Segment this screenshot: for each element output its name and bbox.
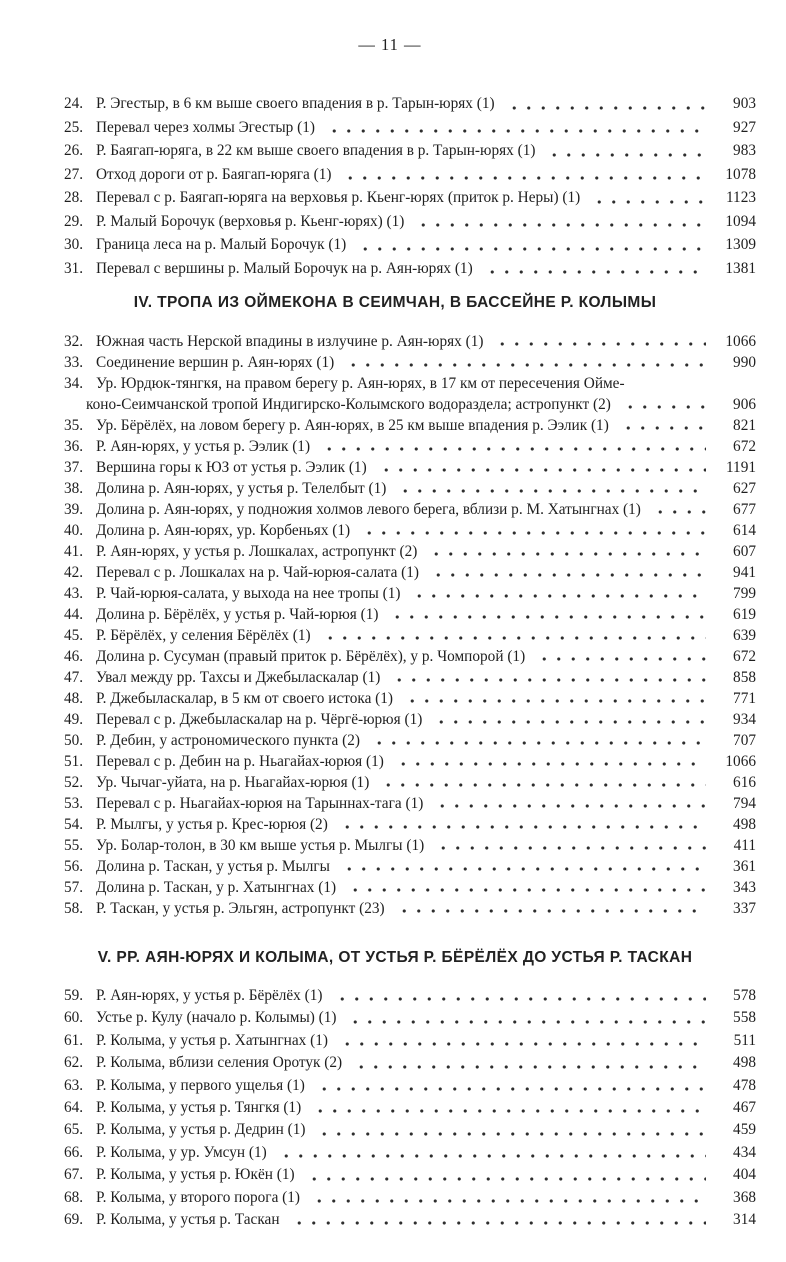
- entry-number: 63.: [64, 1076, 84, 1094]
- dot-leader: [433, 793, 706, 814]
- dot-leader: [619, 415, 706, 436]
- elevation-value: 1309: [725, 236, 756, 253]
- entry-number: 69.: [64, 1211, 84, 1229]
- entry-number: 61.: [64, 1031, 84, 1049]
- dot-leader: [434, 835, 706, 856]
- dot-leader: [410, 583, 706, 604]
- entry-number: 45.: [64, 627, 84, 644]
- entry-number: 47.: [64, 669, 84, 686]
- dot-leader: [403, 688, 706, 709]
- entry-number: 53.: [64, 795, 84, 812]
- elevation-value: 619: [733, 606, 756, 623]
- elevation-value: 578: [733, 987, 756, 1004]
- dot-leader: [321, 625, 706, 646]
- elevation-value: 434: [733, 1143, 756, 1161]
- entry-text: Перевал с р. Ньагайах-юрюя на Тарыннах-тага (1): [96, 795, 424, 812]
- dot-leader: [429, 562, 706, 583]
- toc-entry: [64, 985, 756, 1007]
- entry-number: 36.: [64, 438, 84, 455]
- dot-leader: [396, 478, 706, 499]
- elevation-value: 821: [733, 417, 756, 434]
- entry-text: Соединение вершин р. Аян-юрях (1): [96, 354, 335, 371]
- entry-number: 28.: [64, 189, 84, 206]
- elevation-value: 1191: [725, 459, 756, 476]
- toc-entry: [64, 1187, 756, 1209]
- entry-text: Увал между рр. Тахсы и Джебыласкалар (1): [96, 669, 381, 686]
- dot-leader: [505, 92, 706, 116]
- elevation-value: 672: [733, 648, 756, 665]
- entry-text: Южная часть Нерской впадины в излучине р. Аян-юрях (1): [96, 333, 484, 350]
- entry-text: Перевал с р. Джебыласкалар на р. Чёргё-юрюя (1): [96, 711, 423, 728]
- elevation-value: 1381: [725, 259, 756, 277]
- dot-leader: [427, 541, 706, 562]
- dot-leader: [290, 1209, 706, 1231]
- entry-text: Р. Колыма, вблизи селения Оротук (2): [96, 1054, 343, 1072]
- elevation-value: 467: [733, 1099, 756, 1117]
- entry-number: 62.: [64, 1054, 84, 1072]
- entry-text: Долина р. Бёрёлёх, у устья р. Чай-юрюя (1): [96, 606, 379, 623]
- entry-text: Ур. Бёрёлёх, на ловом берегу р. Аян-юрях, в 25 км выше впадения р. Ээлик (1): [96, 417, 609, 434]
- toc-entry: [64, 92, 756, 116]
- dot-leader: [590, 186, 706, 210]
- toc-entry-continuation: [64, 394, 756, 415]
- entry-text: Р. Бёрёлёх, у селения Бёрёлёх (1): [96, 627, 311, 644]
- dot-leader: [346, 1007, 706, 1029]
- entry-number: 39.: [64, 501, 84, 518]
- elevation-value: 639: [733, 627, 756, 644]
- entry-number: 66.: [64, 1143, 84, 1161]
- entry-text: Перевал с р. Дебин на р. Ньагайах-юрюя (1): [96, 753, 384, 770]
- entry-text: Р. Колыма, у устья р. Дедрин (1): [96, 1121, 306, 1139]
- entry-number: 56.: [64, 858, 84, 875]
- elevation-value: 990: [733, 354, 756, 371]
- entry-text: Долина р. Аян-юрях, ур. Корбеньях (1): [96, 522, 351, 539]
- toc-entry: [64, 116, 756, 140]
- toc-entry: [64, 1164, 756, 1186]
- elevation-value: 337: [733, 900, 756, 917]
- dot-leader: [310, 1187, 706, 1209]
- elevation-value: 903: [733, 95, 756, 112]
- entry-text: Р. Чай-юрюя-салата, у выхода на нее тропы (1): [96, 585, 401, 602]
- dot-leader: [377, 457, 706, 478]
- toc-entry: [64, 583, 756, 604]
- toc-entry: [64, 163, 756, 187]
- toc-entry: [64, 233, 756, 257]
- elevation-value: 511: [733, 1031, 756, 1049]
- dot-leader: [315, 1075, 706, 1097]
- entry-number: 27.: [64, 165, 84, 183]
- dot-leader: [340, 856, 706, 877]
- elevation-value: 1123: [725, 189, 756, 206]
- entry-text: Долина р. Таскан, у устья р. Мылгы: [96, 858, 330, 875]
- entry-number: 32.: [64, 333, 84, 350]
- entry-number: 34.: [64, 375, 84, 392]
- entry-number: 37.: [64, 459, 84, 476]
- dot-leader: [360, 520, 706, 541]
- dot-leader: [325, 116, 706, 140]
- toc-entry: [64, 520, 756, 541]
- entry-number: 57.: [64, 879, 84, 896]
- entry-text: Долина р. Аян-юрях, у подножия холмов левого берега, вблизи р. М. Хатынгнах (1): [96, 501, 641, 518]
- dot-leader: [333, 985, 707, 1007]
- elevation-value: 799: [733, 585, 756, 602]
- toc-entry: [64, 436, 756, 457]
- elevation-value: 343: [733, 879, 756, 896]
- toc-entry: [64, 688, 756, 709]
- dot-leader: [545, 139, 706, 163]
- entry-text: Р. Колыма, у ур. Умсун (1): [96, 1143, 267, 1161]
- toc-entry: [64, 856, 756, 877]
- entry-number: 41.: [64, 543, 84, 560]
- toc-entry: [64, 898, 756, 919]
- dot-leader: [338, 1030, 706, 1052]
- entry-number: 51.: [64, 753, 84, 770]
- entry-text: коно-Сеимчанской тропой Индигирско-Колымского водораздела; астропункт (2): [86, 396, 611, 413]
- toc-entry: [64, 1097, 756, 1119]
- section-heading: IV. ТРОПА ИЗ ОЙМЕКОНА В СЕИМЧАН, В БАССЕЙНЕ Р. КОЛЫМЫ: [133, 294, 657, 311]
- toc-entry: [64, 1007, 756, 1029]
- entry-number: 67.: [64, 1166, 84, 1184]
- entry-number: 52.: [64, 774, 84, 791]
- entry-number: 26.: [64, 142, 84, 159]
- entry-text: Р. Колыма, у устья р. Юкён (1): [96, 1166, 295, 1184]
- entry-text: Долина р. Аян-юрях, у устья р. Телелбыт (1): [96, 480, 387, 497]
- elevation-value: 368: [733, 1188, 756, 1206]
- dot-leader: [388, 604, 706, 625]
- entry-text: Р. Эгестыр, в 6 км выше своего впадения в р. Тарын-юрях (1): [96, 95, 495, 112]
- entry-number: 30.: [64, 236, 84, 253]
- toc-entry: [64, 210, 756, 234]
- entry-number: 55.: [64, 837, 84, 854]
- entry-number: 60.: [64, 1009, 84, 1027]
- section: [64, 92, 756, 280]
- toc-entry: [64, 331, 756, 352]
- toc-entry: [64, 352, 756, 373]
- toc-entry: [64, 373, 756, 394]
- dot-leader: [277, 1142, 706, 1164]
- entry-text: Перевал с р. Лошкалах на р. Чай-юрюя-салата (1): [96, 564, 420, 581]
- toc-entry: [64, 751, 756, 772]
- page-number: — 11 —: [358, 35, 422, 54]
- entry-text: Р. Колыма, у устья р. Таскан: [96, 1211, 280, 1229]
- elevation-value: 707: [733, 732, 756, 749]
- section: [64, 292, 756, 919]
- entry-number: 58.: [64, 900, 84, 917]
- elevation-value: 1066: [725, 753, 756, 770]
- dot-leader: [414, 210, 706, 234]
- toc-entry: [64, 1142, 756, 1164]
- entry-text: Граница леса на р. Малый Борочук (1): [96, 236, 347, 253]
- elevation-value: 1066: [725, 333, 756, 350]
- toc-entry: [64, 877, 756, 898]
- dot-leader: [338, 814, 706, 835]
- entry-text: Долина р. Таскан, у р. Хатынгнах (1): [96, 879, 337, 896]
- toc-entry: [64, 646, 756, 667]
- entry-number: 49.: [64, 711, 84, 728]
- entry-number: 42.: [64, 564, 84, 581]
- entry-number: 35.: [64, 417, 84, 434]
- entry-text: Р. Колыма, у устья р. Тянгкя (1): [96, 1099, 302, 1117]
- toc-entry: [64, 793, 756, 814]
- entry-text: Р. Баягап-юряга, в 22 км выше своего впадения в р. Тарын-юрях (1): [96, 142, 536, 159]
- entry-number: 33.: [64, 354, 84, 371]
- entry-text: Перевал с р. Баягап-юряга на верховья р. Кьенг-юрях (приток р. Неры) (1): [96, 189, 581, 206]
- elevation-value: 616: [733, 774, 756, 791]
- elevation-value: 794: [733, 795, 756, 812]
- entry-text: Р. Аян-юрях, у устья р. Бёрёлёх (1): [96, 987, 323, 1004]
- elevation-value: 459: [733, 1121, 756, 1139]
- toc-entry: [64, 1209, 756, 1231]
- toc-entry: [64, 709, 756, 730]
- entry-text: Р. Джебыласкалар, в 5 км от своего истока (1): [96, 690, 394, 707]
- entry-text: Перевал с вершины р. Малый Борочук на р. Аян-юрях (1): [96, 259, 473, 277]
- elevation-value: 983: [733, 142, 756, 159]
- entry-number: 48.: [64, 690, 84, 707]
- dot-leader: [483, 257, 706, 281]
- toc-entry: [64, 772, 756, 793]
- entry-number: 50.: [64, 732, 84, 749]
- entry-text: Отход дороги от р. Баягап-юряга (1): [96, 165, 332, 183]
- elevation-value: 927: [733, 118, 756, 136]
- toc-entry: [64, 541, 756, 562]
- dot-leader: [352, 1052, 706, 1074]
- dot-leader: [356, 233, 706, 257]
- entry-text: Р. Аян-юрях, у устья р. Лошкалах, астропункт (2): [96, 543, 418, 560]
- entry-text: Р. Колыма, у второго порога (1): [96, 1188, 301, 1206]
- elevation-value: 934: [733, 711, 756, 728]
- entry-number: 40.: [64, 522, 84, 539]
- dot-leader: [305, 1164, 706, 1186]
- entry-text: Р. Аян-юрях, у устья р. Ээлик (1): [96, 438, 311, 455]
- entry-text: Вершина горы к ЮЗ от устья р. Ээлик (1): [96, 459, 367, 476]
- toc-entry: [64, 186, 756, 210]
- dot-leader: [493, 331, 706, 352]
- toc-entry: [64, 139, 756, 163]
- toc-entry: [64, 257, 756, 281]
- dot-leader: [344, 352, 706, 373]
- dot-leader: [315, 1119, 706, 1141]
- elevation-value: 478: [733, 1076, 756, 1094]
- toc-entry: [64, 835, 756, 856]
- elevation-value: 771: [733, 690, 756, 707]
- entry-text: Долина р. Сусуман (правый приток р. Бёрёлёх), у р. Чомпорой (1): [96, 648, 526, 665]
- elevation-value: 607: [733, 543, 756, 560]
- elevation-value: 314: [733, 1211, 756, 1229]
- toc-entry: [64, 415, 756, 436]
- entry-number: 65.: [64, 1121, 84, 1139]
- entry-number: 59.: [64, 987, 84, 1004]
- elevation-value: 498: [733, 1054, 756, 1072]
- elevation-value: 941: [733, 564, 756, 581]
- toc-entry: [64, 1075, 756, 1097]
- toc-entry: [64, 562, 756, 583]
- elevation-value: 361: [733, 858, 756, 875]
- dot-leader: [432, 709, 706, 730]
- toc-entry: [64, 1030, 756, 1052]
- elevation-value: 558: [733, 1009, 756, 1027]
- entry-number: 54.: [64, 816, 84, 833]
- dot-leader: [320, 436, 706, 457]
- dot-leader: [311, 1097, 706, 1119]
- dot-leader: [390, 667, 706, 688]
- entry-number: 31.: [64, 259, 84, 277]
- toc-entry: [64, 457, 756, 478]
- entry-text: Ур. Чычаг-уйата, на р. Ньагайах-юрюя (1): [96, 774, 370, 791]
- entry-text: Р. Мылгы, у устья р. Крес-юрюя (2): [96, 816, 328, 833]
- dot-leader: [535, 646, 706, 667]
- entry-number: 43.: [64, 585, 84, 602]
- elevation-value: 858: [733, 669, 756, 686]
- dot-leader: [651, 499, 706, 520]
- entry-text: Р. Малый Борочук (верховья р. Кьенг-юрях) (1): [96, 212, 405, 230]
- dot-leader: [370, 730, 706, 751]
- entry-text: Ур. Юрдюк-тянгкя, на правом берегу р. Аян-юрях, в 17 км от пересечения Ойме-: [96, 375, 625, 392]
- dot-leader: [394, 751, 706, 772]
- entry-number: 24.: [64, 95, 84, 112]
- entry-number: 29.: [64, 212, 84, 230]
- dot-leader: [346, 877, 706, 898]
- elevation-value: 672: [733, 438, 756, 455]
- entry-number: 64.: [64, 1099, 84, 1117]
- elevation-value: 627: [733, 480, 756, 497]
- elevation-value: 614: [733, 522, 756, 539]
- dot-leader: [379, 772, 706, 793]
- toc-entry: [64, 499, 756, 520]
- entry-text: Устье р. Кулу (начало р. Колымы) (1): [96, 1009, 337, 1027]
- entry-number: 68.: [64, 1188, 84, 1206]
- toc-entry: [64, 1052, 756, 1074]
- elevation-value: 906: [733, 396, 756, 413]
- toc-entry: [64, 625, 756, 646]
- dot-leader: [341, 163, 706, 187]
- entry-text: Р. Дебин, у астрономического пункта (2): [96, 732, 360, 749]
- toc-entry: [64, 814, 756, 835]
- entry-text: Перевал через холмы Эгестыр (1): [96, 118, 315, 136]
- elevation-value: 411: [733, 837, 756, 854]
- section: [64, 947, 756, 1231]
- elevation-value: 1094: [725, 212, 756, 230]
- entry-text: Р. Колыма, у первого ущелья (1): [96, 1076, 305, 1094]
- elevation-value: 1078: [725, 165, 756, 183]
- entry-text: Р. Таскан, у устья р. Эльгян, астропункт (23): [96, 900, 385, 917]
- toc-entry: [64, 730, 756, 751]
- entry-number: 38.: [64, 480, 84, 497]
- entry-number: 46.: [64, 648, 84, 665]
- entry-number: 44.: [64, 606, 84, 623]
- entry-number: 25.: [64, 118, 84, 136]
- toc-entry: [64, 1119, 756, 1141]
- section-heading: V. РР. АЯН-ЮРЯХ И КОЛЫМА, ОТ УСТЬЯ Р. БЁРЁЛЁХ ДО УСТЬЯ Р. ТАСКАН: [97, 949, 693, 966]
- entry-text: Р. Колыма, у устья р. Хатынгнах (1): [96, 1031, 328, 1049]
- toc-entry: [64, 667, 756, 688]
- toc-entry: [64, 478, 756, 499]
- elevation-value: 498: [733, 816, 756, 833]
- dot-leader: [395, 898, 706, 919]
- entry-text: Ур. Болар-толон, в 30 км выше устья р. Мылгы (1): [96, 837, 425, 854]
- entries-container: [64, 92, 756, 1231]
- elevation-value: 677: [733, 501, 756, 518]
- toc-entry: [64, 604, 756, 625]
- dot-leader: [621, 394, 706, 415]
- elevation-value: 404: [733, 1166, 756, 1184]
